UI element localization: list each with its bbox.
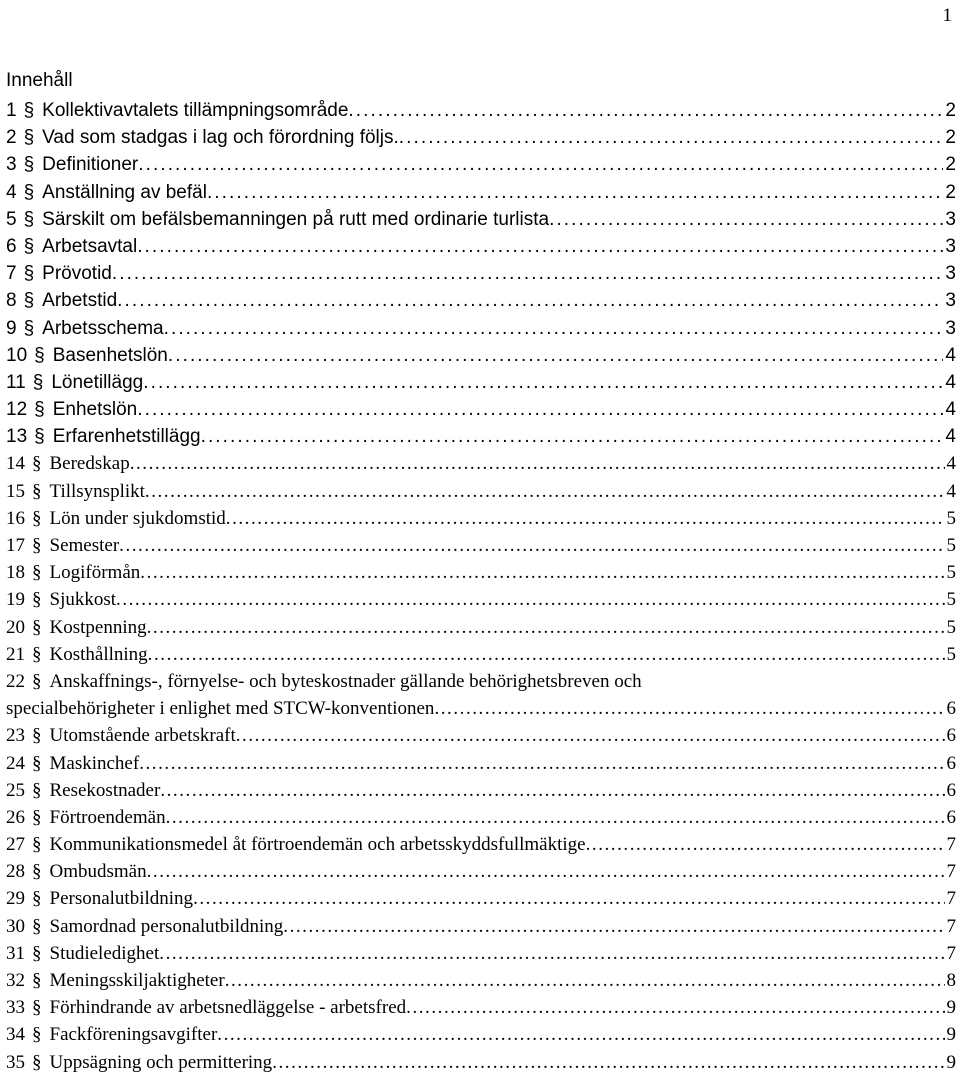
toc-entry-title: Tillsynsplikt [49, 480, 145, 502]
toc-entry-title: Kommunikationsmedel åt förtroendemän och arbetsskyddsfullmäktige [49, 834, 586, 856]
toc-entry-number: 2 [6, 127, 17, 149]
toc-entry-number: 32 [6, 970, 25, 991]
toc-entry-page: 4 [946, 453, 956, 475]
toc-entry[interactable] [6, 750, 956, 777]
dot-leader [137, 396, 943, 423]
section-symbol: § [32, 779, 42, 801]
toc-entry-title: Definitioner [42, 154, 139, 176]
toc-entry-number: 13 [6, 426, 28, 448]
section-symbol: § [32, 997, 42, 1019]
toc-entry-title: Maskinchef [49, 752, 140, 774]
toc-entry-title: Ombudsmän [49, 861, 147, 883]
toc-entry-number: 17 [6, 535, 25, 556]
toc-entry-number: 28 [6, 861, 25, 883]
section-symbol: § [34, 399, 45, 421]
toc-entry-title: Studieledighet [49, 942, 160, 964]
toc-entry[interactable] [6, 668, 956, 722]
toc-entry[interactable] [6, 97, 956, 124]
toc-entry-title: Vad som stadgas i lag och förordning följs. [42, 127, 399, 149]
toc-entry-page: 9 [946, 1051, 956, 1073]
toc-entry-title: Samordnad personalutbildning [49, 915, 284, 937]
toc-entry-title: Logiförmån [49, 562, 141, 584]
toc-entry-title: Enhetslön [52, 399, 138, 421]
toc-entry-number: 4 [6, 181, 17, 203]
toc-entry[interactable] [6, 206, 956, 233]
toc-entry-page: 6 [946, 698, 956, 720]
toc-entry[interactable] [6, 831, 956, 858]
toc-entry-page: 8 [946, 970, 956, 991]
toc-entry-page: 7 [946, 834, 956, 856]
toc-entry-page: 3 [945, 208, 956, 230]
toc-entry-title: Resekostnader [49, 779, 161, 801]
section-symbol: § [23, 208, 35, 230]
dot-leader [145, 478, 945, 505]
section-symbol: § [32, 1024, 42, 1046]
toc-entry[interactable] [6, 994, 956, 1021]
section-symbol: § [32, 806, 42, 828]
toc-heading: Innehåll [6, 70, 73, 91]
toc-entry-page: 7 [946, 861, 956, 883]
toc-entry-page: 2 [945, 127, 956, 149]
section-symbol: § [32, 480, 42, 502]
section-symbol: § [32, 507, 42, 529]
dot-leader [193, 885, 944, 912]
toc-entry-number: 27 [6, 834, 25, 856]
toc-entry[interactable] [6, 967, 956, 994]
toc-entry-number: 14 [6, 453, 25, 475]
dot-leader [226, 505, 945, 532]
section-symbol: § [32, 371, 44, 393]
toc-entry[interactable] [6, 369, 956, 396]
toc-entry-number: 1 [6, 100, 17, 121]
dot-leader [137, 233, 943, 260]
toc-entry-title: Arbetsschema [42, 317, 164, 339]
dot-leader [147, 858, 945, 885]
dot-leader [586, 831, 945, 858]
section-symbol: § [32, 915, 42, 937]
toc-entry[interactable] [6, 342, 956, 369]
section-symbol: § [32, 861, 42, 883]
toc-entry-number: 15 [6, 480, 25, 502]
section-symbol: § [32, 589, 42, 611]
toc-entry-number: 31 [6, 942, 25, 964]
toc-entry[interactable] [6, 450, 956, 477]
section-symbol: § [32, 970, 42, 991]
toc-entry-title: Förhindrande av arbetsnedläggelse - arbetsfred [49, 997, 407, 1019]
toc-entry-page: 3 [945, 235, 956, 257]
toc-entry[interactable] [6, 260, 956, 287]
toc-entry-page: 2 [945, 181, 956, 203]
section-symbol: § [23, 290, 35, 312]
dot-leader [164, 315, 944, 342]
toc-entry-number: 33 [6, 997, 25, 1019]
toc-entry-number: 12 [6, 399, 28, 421]
section-symbol: § [32, 643, 42, 665]
section-symbol: § [32, 535, 42, 556]
toc-entry-title: Sjukkost [49, 589, 117, 611]
toc-entry-title: Kollektivavtalets tillämpningsområde [42, 100, 349, 121]
table-of-contents [6, 97, 956, 1076]
section-symbol: § [34, 426, 45, 448]
dot-leader [406, 994, 944, 1021]
dot-leader [119, 532, 944, 559]
section-symbol: § [23, 317, 35, 339]
dot-leader [348, 97, 943, 124]
dot-leader [143, 369, 943, 396]
toc-entry[interactable] [6, 233, 956, 260]
toc-entry[interactable] [6, 722, 956, 749]
toc-entry[interactable] [6, 396, 956, 423]
toc-entry-title: Arbetsavtal [42, 235, 138, 257]
toc-entry-page: 6 [946, 779, 956, 801]
section-symbol: § [32, 453, 42, 475]
toc-entry-number: 7 [6, 263, 17, 285]
dot-leader [272, 1049, 944, 1076]
toc-entry-number: 19 [6, 589, 25, 611]
toc-entry-number: 21 [6, 643, 25, 665]
toc-entry-number: 5 [6, 208, 17, 230]
dot-leader [236, 722, 945, 749]
toc-entry-page: 2 [945, 154, 956, 176]
section-symbol: § [23, 181, 35, 203]
toc-entry-number: 34 [6, 1024, 25, 1046]
dot-leader [166, 804, 945, 831]
toc-entry-title: Beredskap [49, 453, 130, 475]
toc-entry-title: Förtroendemän [49, 806, 166, 828]
toc-entry-title: Lönetillägg [51, 371, 144, 393]
toc-entry[interactable] [6, 858, 956, 885]
dot-leader [130, 450, 945, 477]
toc-entry-page: 3 [945, 263, 956, 285]
toc-entry-number: 22 [6, 670, 25, 692]
section-symbol: § [23, 127, 35, 149]
toc-entry-page: 4 [945, 344, 956, 366]
toc-entry-number: 10 [6, 344, 28, 366]
toc-entry-number: 9 [6, 317, 17, 339]
dot-leader [399, 124, 944, 151]
toc-entry[interactable] [6, 913, 956, 940]
toc-entry[interactable] [6, 614, 956, 641]
toc-entry[interactable] [6, 777, 956, 804]
toc-entry-title: Prövotid [42, 263, 112, 285]
section-symbol: § [32, 752, 42, 774]
toc-entry[interactable] [6, 423, 956, 450]
toc-entry-number: 24 [6, 752, 25, 774]
dot-leader [225, 967, 945, 994]
toc-entry-page: 7 [946, 888, 956, 910]
toc-entry-page: 7 [946, 915, 956, 937]
toc-entry-page: 6 [946, 725, 956, 747]
section-symbol: § [32, 725, 42, 747]
dot-leader [147, 614, 945, 641]
dot-leader [207, 179, 943, 206]
toc-entry-page: 9 [946, 1024, 956, 1046]
dot-leader [201, 423, 944, 450]
dot-leader [283, 913, 944, 940]
dot-leader [117, 287, 943, 314]
section-symbol: § [23, 100, 35, 121]
toc-entry-number: 16 [6, 507, 25, 529]
toc-entry-number: 29 [6, 888, 25, 910]
dot-leader [159, 940, 944, 967]
section-symbol: § [32, 1051, 42, 1073]
toc-entry-page: 3 [945, 317, 956, 339]
dot-leader [168, 342, 944, 369]
toc-entry-number: 26 [6, 806, 25, 828]
toc-entry-title: Lön under sjukdomstid [49, 507, 226, 529]
toc-entry[interactable] [6, 505, 956, 532]
toc-entry-number: 35 [6, 1051, 25, 1073]
toc-entry[interactable] [6, 532, 956, 559]
dot-leader [139, 750, 944, 777]
toc-entry-page: 4 [945, 371, 956, 393]
toc-entry-title-continued: specialbehörigheter i enlighet med STCW-konventionen [6, 698, 435, 720]
dot-leader [116, 586, 944, 613]
toc-entry-number: 20 [6, 616, 25, 638]
toc-entry-title: Uppsägning och permittering [49, 1051, 273, 1073]
toc-entry-title: Särskilt om befälsbemanningen på rutt med ordinarie turlista [42, 208, 550, 230]
section-symbol: § [23, 154, 35, 176]
dot-leader [140, 559, 944, 586]
dot-leader [148, 641, 945, 668]
toc-entry-page: 2 [945, 100, 956, 121]
section-symbol: § [32, 616, 42, 638]
toc-entry-number: 30 [6, 915, 25, 937]
section-symbol: § [34, 344, 45, 366]
toc-entry[interactable] [6, 151, 956, 178]
dot-leader [160, 777, 944, 804]
section-symbol: § [32, 942, 42, 964]
toc-entry[interactable] [6, 315, 956, 342]
section-symbol: § [32, 670, 42, 692]
toc-entry-number: 11 [6, 371, 26, 393]
dot-leader [549, 206, 943, 233]
page-number: 1 [942, 5, 952, 26]
toc-entry-page: 9 [946, 997, 956, 1019]
toc-entry-page: 3 [945, 290, 956, 312]
toc-entry-number: 18 [6, 562, 25, 584]
toc-entry-title: Personalutbildning [49, 888, 194, 910]
toc-entry-title: Arbetstid [42, 290, 118, 312]
toc-entry-number: 6 [6, 235, 17, 257]
toc-entry[interactable] [6, 940, 956, 967]
toc-entry[interactable] [6, 1049, 956, 1076]
toc-entry[interactable] [6, 287, 956, 314]
toc-entry-number: 23 [6, 725, 25, 747]
toc-entry[interactable] [6, 586, 956, 613]
dot-leader [434, 695, 944, 722]
toc-entry-page: 6 [946, 806, 956, 828]
dot-leader [138, 151, 943, 178]
toc-entry[interactable] [6, 478, 956, 505]
toc-entry-title: Semester [49, 535, 120, 556]
toc-entry-title: Kosthållning [49, 643, 148, 665]
toc-entry-number: 25 [6, 779, 25, 801]
toc-entry[interactable] [6, 559, 956, 586]
toc-entry-page: 6 [946, 752, 956, 774]
toc-entry[interactable] [6, 179, 956, 206]
toc-entry[interactable] [6, 641, 956, 668]
toc-entry[interactable] [6, 1021, 956, 1048]
toc-entry-title: Kostpenning [49, 616, 147, 638]
toc-entry-page: 4 [945, 399, 956, 421]
toc-entry-title: Utomstående arbetskraft [49, 725, 236, 747]
section-symbol: § [32, 888, 42, 910]
toc-entry[interactable] [6, 804, 956, 831]
section-symbol: § [23, 235, 35, 257]
dot-leader [217, 1021, 944, 1048]
toc-entry-title: Erfarenhetstillägg [52, 426, 201, 448]
toc-entry-title: Basenhetslön [52, 344, 168, 366]
toc-entry-title: Meningsskiljaktigheter [49, 970, 225, 991]
section-symbol: § [32, 562, 42, 584]
toc-entry-page: 5 [946, 562, 956, 584]
section-symbol: § [32, 834, 42, 856]
toc-entry-page: 4 [946, 480, 956, 502]
dot-leader [112, 260, 944, 287]
toc-entry[interactable] [6, 885, 956, 912]
toc-entry-page: 5 [946, 507, 956, 529]
toc-entry-page: 4 [945, 426, 956, 448]
toc-entry-page: 5 [946, 535, 956, 556]
toc-entry-page: 5 [946, 643, 956, 665]
section-symbol: § [23, 263, 35, 285]
toc-entry-page: 5 [946, 589, 956, 611]
toc-entry-number: 3 [6, 154, 17, 176]
toc-entry[interactable] [6, 124, 956, 151]
toc-entry-number: 8 [6, 290, 17, 312]
toc-entry-title: Anställning av befäl [42, 181, 207, 203]
toc-entry-title: Anskaffnings-, förnyelse- och byteskostnader gällande behörighetsbreven och [49, 670, 642, 692]
toc-entry-title: Fackföreningsavgifter [49, 1024, 218, 1046]
toc-entry-page: 5 [946, 616, 956, 638]
toc-entry-page: 7 [946, 942, 956, 964]
